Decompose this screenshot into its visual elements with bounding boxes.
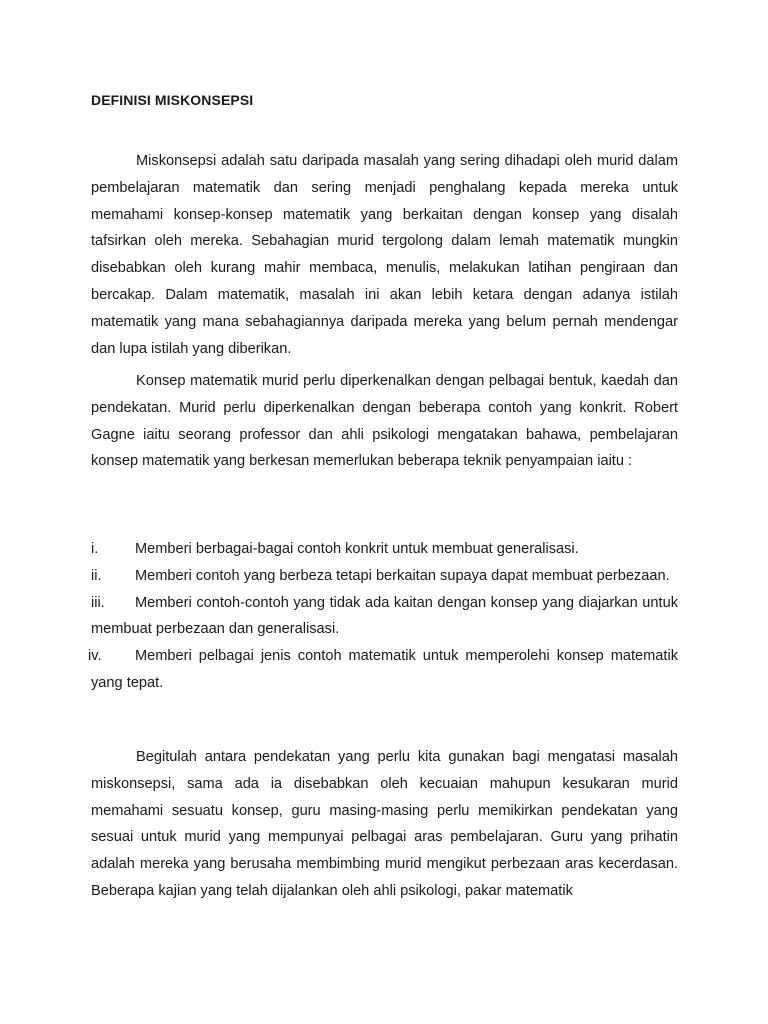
list-item (91, 536, 678, 563)
technique-list (88, 536, 678, 697)
list-item-text: Memberi pelbagai jenis contoh matematik untuk memperolehi konsep matematik yang tepat. (91, 648, 678, 691)
paragraph-3: Begitulah antara pendekatan yang perlu kita gunakan bagi mengatasi masalah miskonsepsi, sama ada ia disebabkan oleh kecuaian mahupun kesukaran murid memahami sesuatu konsep, guru masing-masing perlu memikirkan pendekatan yang sesuai untuk murid yang mempunyai pelbagai aras pembelajaran. Guru yang prihatin adalah mereka yang berusaha membimbing murid mengikut perbezaan aras kecerdasan. Beberapa kajian yang telah dijalankan oleh ahli psikologi, pakar matematik (91, 749, 678, 899)
list-item-text: Memberi berbagai-bagai contoh konkrit untuk membuat generalisasi. (135, 541, 579, 557)
list-item-number: i. (91, 541, 99, 557)
list-item (88, 643, 678, 697)
list-item-number: ii. (91, 567, 102, 584)
list-item (91, 563, 678, 590)
paragraph-1: Miskonsepsi adalah satu daripada masalah yang sering dihadapi oleh murid dalam pembelajaran matematik dan sering menjadi penghalang kepada mereka untuk memahami konsep-konsep matematik yang berkaitan dengan konsep yang disalah tafsirkan oleh mereka. Sebahagian murid tergolong dalam lemah matematik mungkin disebabkan oleh kurang mahir membaca, menulis, melakukan latihan pengiraan dan bercakap. Dalam matematik, masalah ini akan lebih ketara dengan adanya istilah matematik yang mana sebahagiannya daripada mereka yang belum pernah mendengar dan lupa istilah yang diberikan. (91, 153, 678, 357)
document-title: DEFINISI MISKONSEPSI (91, 92, 254, 108)
paragraph-2: Konsep matematik murid perlu diperkenalkan dengan pelbagai bentuk, kaedah dan pendekatan. Murid perlu diperkenalkan dengan beberapa contoh yang konkrit. Robert Gagne iaitu seorang professor dan ahli psikologi mengatakan bahawa, pembelajaran konsep matematik yang berkesan memerlukan beberapa teknik penyampaian iaitu : (91, 373, 678, 470)
list-item-number: iv. (88, 648, 102, 665)
list-item-number: iii. (91, 594, 105, 611)
list-item-text: Memberi contoh-contoh yang tidak ada kaitan dengan konsep yang diajarkan untuk membuat perbezaan dan generalisasi. (91, 594, 678, 638)
list-item-text: Memberi contoh yang berbeza tetapi berkaitan supaya dapat membuat perbezaan. (135, 567, 670, 584)
list-item (91, 590, 678, 644)
